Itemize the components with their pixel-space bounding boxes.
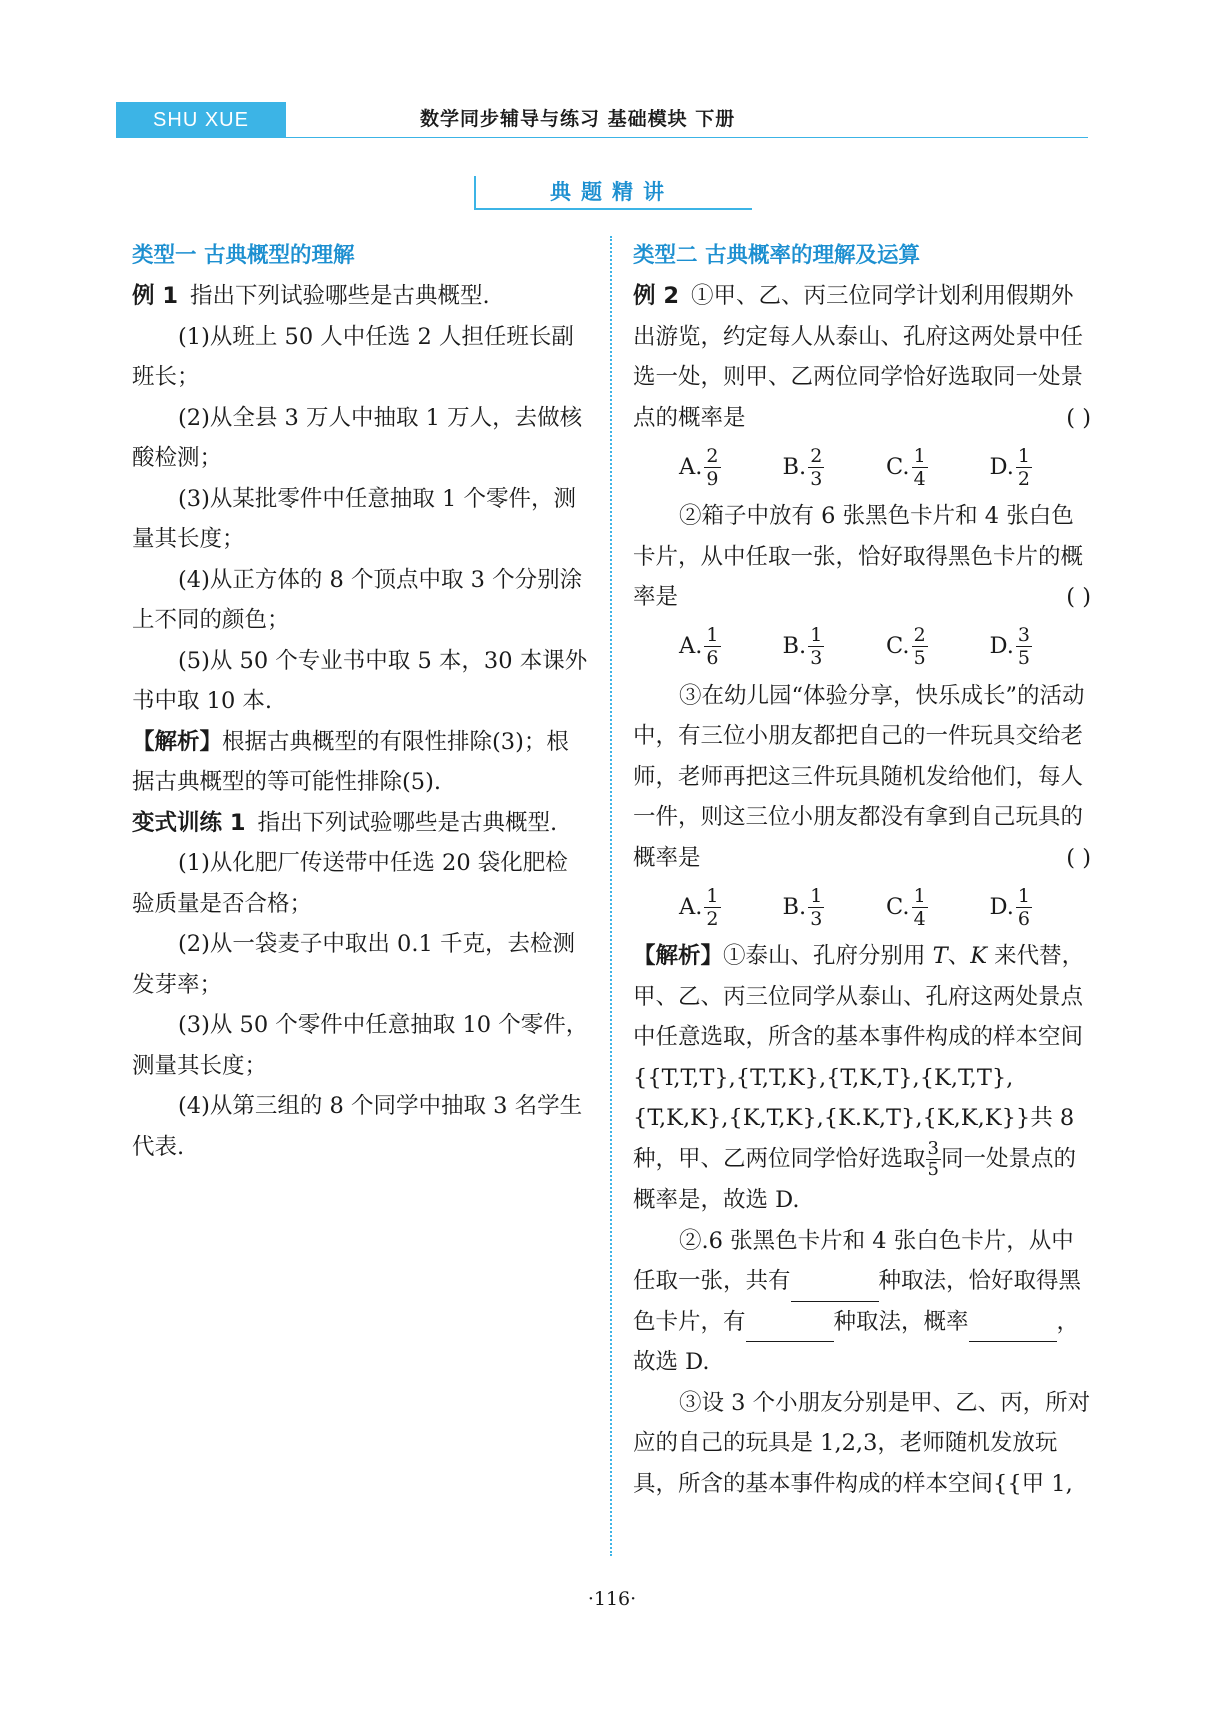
answer-paren: ( ) xyxy=(1066,584,1091,610)
variant-1-item: (1)从化肥厂传送带中任选 20 袋化肥检验质量是否合格； xyxy=(132,850,568,917)
fraction-denominator: 3 xyxy=(810,647,823,669)
option-b xyxy=(783,445,887,490)
option-fraction xyxy=(704,885,720,930)
question-3-options xyxy=(633,878,1093,936)
option-d xyxy=(990,885,1094,930)
option-d xyxy=(990,624,1094,669)
option-fraction xyxy=(912,624,928,669)
example-1-item: (1)从班上 50 人中任选 2 人担任班长副班长； xyxy=(132,323,574,390)
option-label: C. xyxy=(886,453,910,480)
option-b xyxy=(783,885,887,930)
section-title: 典题精讲 xyxy=(550,180,674,204)
example-1-prompt xyxy=(132,276,590,317)
variant-1-prompt xyxy=(132,803,590,844)
example-1-text: 指出下列试验哪些是古典概型. xyxy=(190,283,490,309)
fraction-numerator: 1 xyxy=(810,884,823,907)
analysis-1-text: ①泰山、孔府分别用 xyxy=(723,943,933,969)
option-fraction xyxy=(704,624,720,669)
fraction-denominator: 5 xyxy=(1017,647,1030,669)
option-label: A. xyxy=(679,633,703,660)
variant-1-item: (2)从一袋麦子中取出 0.1 千克，去检测发芽率； xyxy=(132,931,575,998)
inline-fraction xyxy=(926,1139,941,1180)
fraction-denominator: 2 xyxy=(1017,467,1030,490)
fraction-numerator: 1 xyxy=(1017,444,1030,467)
question-2 xyxy=(633,496,1093,618)
fraction-denominator: 9 xyxy=(706,467,719,490)
option-label: D. xyxy=(989,633,1014,660)
fraction-numerator: 1 xyxy=(1017,884,1030,907)
option-label: C. xyxy=(886,633,910,660)
fraction-denominator: 6 xyxy=(1017,907,1030,930)
option-fraction xyxy=(1016,624,1032,669)
analysis-2-text: ②.6 张黑色卡片和 4 张白色卡片，从中任取一张，共有 xyxy=(633,1227,1074,1294)
option-c xyxy=(886,445,990,490)
analysis-text: 根据古典概型的有限性排除(3)；根据古典概型的等可能性排除(5). xyxy=(132,728,569,795)
analysis-1-text: 来代替，甲、乙、丙三位同学从泰山、孔府这两处景点中任意选取，所含的基本事件构成的样本空间{{T,T,T},{T,T,K},{T,K,T},{K,T,T},{T,K,K},{K,T,K},{K.K,T},{K,K,K}}共 8 种，甲、乙两位同学恰好选取 xyxy=(633,943,1085,1172)
type-two-title: 类型二 古典概率的理解及运算 xyxy=(633,243,920,268)
option-fraction xyxy=(912,885,928,930)
analysis-2-text: ，故选 D. xyxy=(633,1308,1080,1375)
fraction-numerator: 2 xyxy=(706,444,719,467)
example-1-item: (3)从某批零件中任意抽取 1 个零件，测量其长度； xyxy=(132,485,576,552)
question-1-options xyxy=(633,438,1093,496)
option-a xyxy=(679,445,783,490)
analysis-1-separator: 、 xyxy=(947,943,971,969)
fraction-numerator: 1 xyxy=(810,624,823,646)
fill-blank[interactable] xyxy=(969,1313,1057,1342)
fraction-denominator: 4 xyxy=(913,467,926,490)
option-label: B. xyxy=(782,453,807,480)
option-c xyxy=(886,624,990,669)
variable-k: K xyxy=(970,943,988,969)
analysis-part-2 xyxy=(633,1221,1093,1383)
option-label: C. xyxy=(886,893,910,920)
question-3 xyxy=(633,676,1093,879)
option-fraction xyxy=(1016,885,1032,930)
fraction-numerator: 3 xyxy=(1017,624,1030,646)
analysis-2-text: 种取法，恰好取得黑色卡片，有 xyxy=(633,1268,1082,1335)
option-d xyxy=(990,445,1094,490)
fraction-numerator: 1 xyxy=(706,624,719,646)
analysis-tag: 【解析】 xyxy=(633,943,724,969)
fraction-numerator: 1 xyxy=(706,884,719,907)
option-label: A. xyxy=(679,893,703,920)
option-fraction xyxy=(912,445,928,490)
option-label: D. xyxy=(989,893,1014,920)
option-label: B. xyxy=(782,633,807,660)
question-2-options xyxy=(633,618,1093,676)
example-1-item: (5)从 50 个专业书中取 5 本，30 本课外书中取 10 本. xyxy=(132,647,588,714)
fraction-numerator: 1 xyxy=(913,884,926,907)
fraction-denominator: 2 xyxy=(706,907,719,930)
option-fraction xyxy=(1016,445,1032,490)
option-fraction xyxy=(808,445,824,490)
option-label: D. xyxy=(989,453,1014,480)
header-book-title: 数学同步辅导与练习 基础模块 下册 xyxy=(420,108,736,130)
question-1 xyxy=(633,276,1093,438)
option-fraction xyxy=(704,445,720,490)
section-title-rule-horizontal xyxy=(474,208,752,210)
fill-blank[interactable] xyxy=(791,1273,879,1302)
example-1-tag: 例 1 xyxy=(132,283,178,309)
analysis-1-text: 同一处景点的概率是，故选 D. xyxy=(633,1145,1076,1213)
option-a xyxy=(679,624,783,669)
variant-1-item: (3)从 50 个零件中任意抽取 10 个零件，测量其长度； xyxy=(132,1012,589,1079)
option-fraction xyxy=(808,885,824,930)
fraction-denominator: 4 xyxy=(913,907,926,930)
fraction-denominator: 5 xyxy=(927,1159,939,1180)
fraction-denominator: 6 xyxy=(706,647,719,669)
option-b xyxy=(783,624,887,669)
analysis-2-text: 种取法，概率 xyxy=(833,1308,969,1335)
option-fraction xyxy=(808,624,824,669)
header-rule xyxy=(286,137,1088,138)
fraction-denominator: 3 xyxy=(810,467,823,490)
left-column xyxy=(132,236,590,1167)
example-1-item: (4)从正方体的 8 个顶点中取 3 个分别涂上不同的颜色； xyxy=(132,566,583,633)
right-column xyxy=(633,236,1093,1504)
fraction-numerator: 1 xyxy=(913,444,926,467)
answer-paren: ( ) xyxy=(1066,404,1091,431)
question-2-text: ②箱子中放有 6 张黑色卡片和 4 张白色卡片，从中任取一张，恰好取得黑色卡片的概率是 xyxy=(633,503,1084,610)
fraction-denominator: 3 xyxy=(810,907,823,930)
page-number: ·116· xyxy=(587,1588,637,1610)
type-one-title: 类型一 古典概型的理解 xyxy=(132,243,355,268)
variable-t: T xyxy=(932,943,948,969)
fraction-numerator: 3 xyxy=(927,1138,939,1159)
option-a xyxy=(679,885,783,930)
fraction-denominator: 5 xyxy=(913,647,926,669)
fraction-numerator: 2 xyxy=(913,624,926,646)
question-3-text: ③在幼儿园“体验分享，快乐成长”的活动中，有三位小朋友都把自己的一件玩具交给老师，老师再把这三件玩具随机发给他们，每人一件，则这三位小朋友都没有拿到自己玩具的概率是 xyxy=(633,682,1085,871)
variant-1-tag: 变式训练 1 xyxy=(132,809,246,836)
option-label: B. xyxy=(782,893,807,920)
example-2-tag: 例 2 xyxy=(633,283,679,309)
question-1-text: ①甲、乙、丙三位同学计划利用假期外出游览，约定每人从泰山、孔府这两处景中任选一处，则甲、乙两位同学恰好选取同一处景点的概率是 xyxy=(633,283,1084,431)
header-subject-tag: SHU XUE xyxy=(116,102,286,138)
fraction-numerator: 2 xyxy=(810,444,823,467)
fill-blank[interactable] xyxy=(746,1313,834,1342)
variant-1-item: (4)从第三组的 8 个同学中抽取 3 名学生代表. xyxy=(132,1093,583,1160)
analysis-tag: 【解析】 xyxy=(132,728,223,755)
column-divider xyxy=(610,236,612,1556)
analysis-part-1 xyxy=(633,936,1093,1221)
option-label: A. xyxy=(679,453,703,480)
example-1-analysis xyxy=(132,722,590,803)
variant-1-text: 指出下列试验哪些是古典概型. xyxy=(257,809,558,836)
analysis-part-3: ③设 3 个小朋友分别是甲、乙、丙，所对应的自己的玩具是 1,2,3，老师随机发放玩具，所含的基本事件构成的样本空间{{甲 1, xyxy=(633,1389,1091,1497)
option-c xyxy=(886,885,990,930)
example-1-item: (2)从全县 3 万人中抽取 1 万人，去做核酸检测； xyxy=(132,404,583,471)
answer-paren: ( ) xyxy=(1066,844,1091,871)
